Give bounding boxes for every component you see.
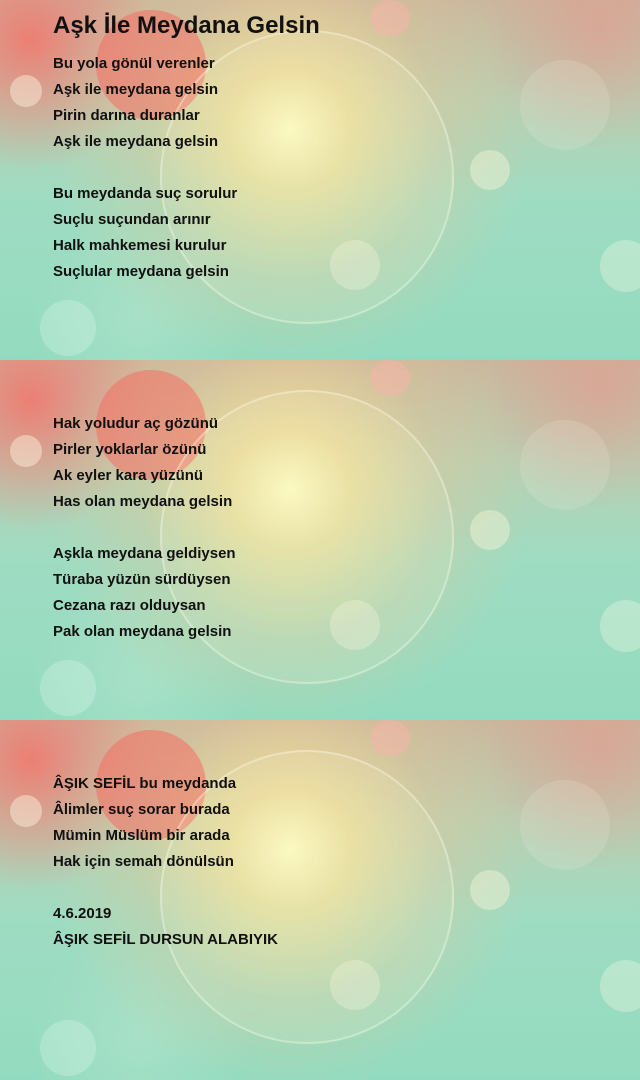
poem-line: Aşkla meydana geldiysen	[53, 545, 236, 562]
bokeh-circle	[40, 660, 96, 716]
poem-line: Hak yoludur aç gözünü	[53, 415, 219, 432]
poem-line: Mümin Müslüm bir arada	[53, 827, 230, 844]
bokeh-circle	[370, 0, 410, 36]
bokeh-circle	[370, 360, 410, 396]
poem-line: Aşk ile meydana gelsin	[53, 133, 219, 150]
poem-line	[53, 515, 613, 541]
poem-author: ÂŞIK SEFİL DURSUN ALABIYIK	[53, 931, 279, 948]
poem-line	[53, 875, 613, 901]
poem-line: ÂŞIK SEFİL bu meydanda	[53, 775, 237, 792]
poem-date: 4.6.2019	[53, 905, 112, 922]
poem-line: Bu yola gönül verenler	[53, 55, 215, 72]
poem-line: Bu meydanda suç sorulur	[53, 185, 238, 202]
poem-line: Suçlular meydana gelsin	[53, 263, 229, 280]
bokeh-circle	[10, 795, 42, 827]
bokeh-circle	[370, 720, 410, 756]
poem-title: Aşk İle Meydana Gelsin	[53, 12, 320, 39]
poem-line: Hak için semah dönülsün	[53, 853, 234, 870]
bokeh-circle	[10, 435, 42, 467]
poem-line	[53, 155, 613, 181]
bokeh-circle	[10, 75, 42, 107]
poem-line: Cezana razı olduysan	[53, 597, 206, 614]
poem-panel-2	[0, 360, 640, 720]
poem-line: Has olan meydana gelsin	[53, 493, 233, 510]
bokeh-circle	[40, 1020, 96, 1076]
poem-text	[53, 771, 613, 953]
poem-line: Halk mahkemesi kurulur	[53, 237, 227, 254]
poem-line: Pirler yoklarlar özünü	[53, 441, 207, 458]
poem-line: Pirin darına duranlar	[53, 107, 200, 124]
poem-line: Âlimler suç sorar burada	[53, 801, 230, 818]
poem-panel-3	[0, 720, 640, 1080]
poem-line: Suçlu suçundan arınır	[53, 211, 211, 228]
poem-text	[53, 51, 613, 285]
poem-panel-1	[0, 0, 640, 360]
poem-line: Türaba yüzün sürdüysen	[53, 571, 231, 588]
bokeh-circle	[330, 960, 380, 1010]
poem-line: Aşk ile meydana gelsin	[53, 81, 219, 98]
poem-text	[53, 411, 613, 645]
poem-line: Pak olan meydana gelsin	[53, 623, 232, 640]
poem-line: Ak eyler kara yüzünü	[53, 467, 204, 484]
bokeh-circle	[40, 300, 96, 356]
bokeh-circle	[600, 960, 640, 1012]
